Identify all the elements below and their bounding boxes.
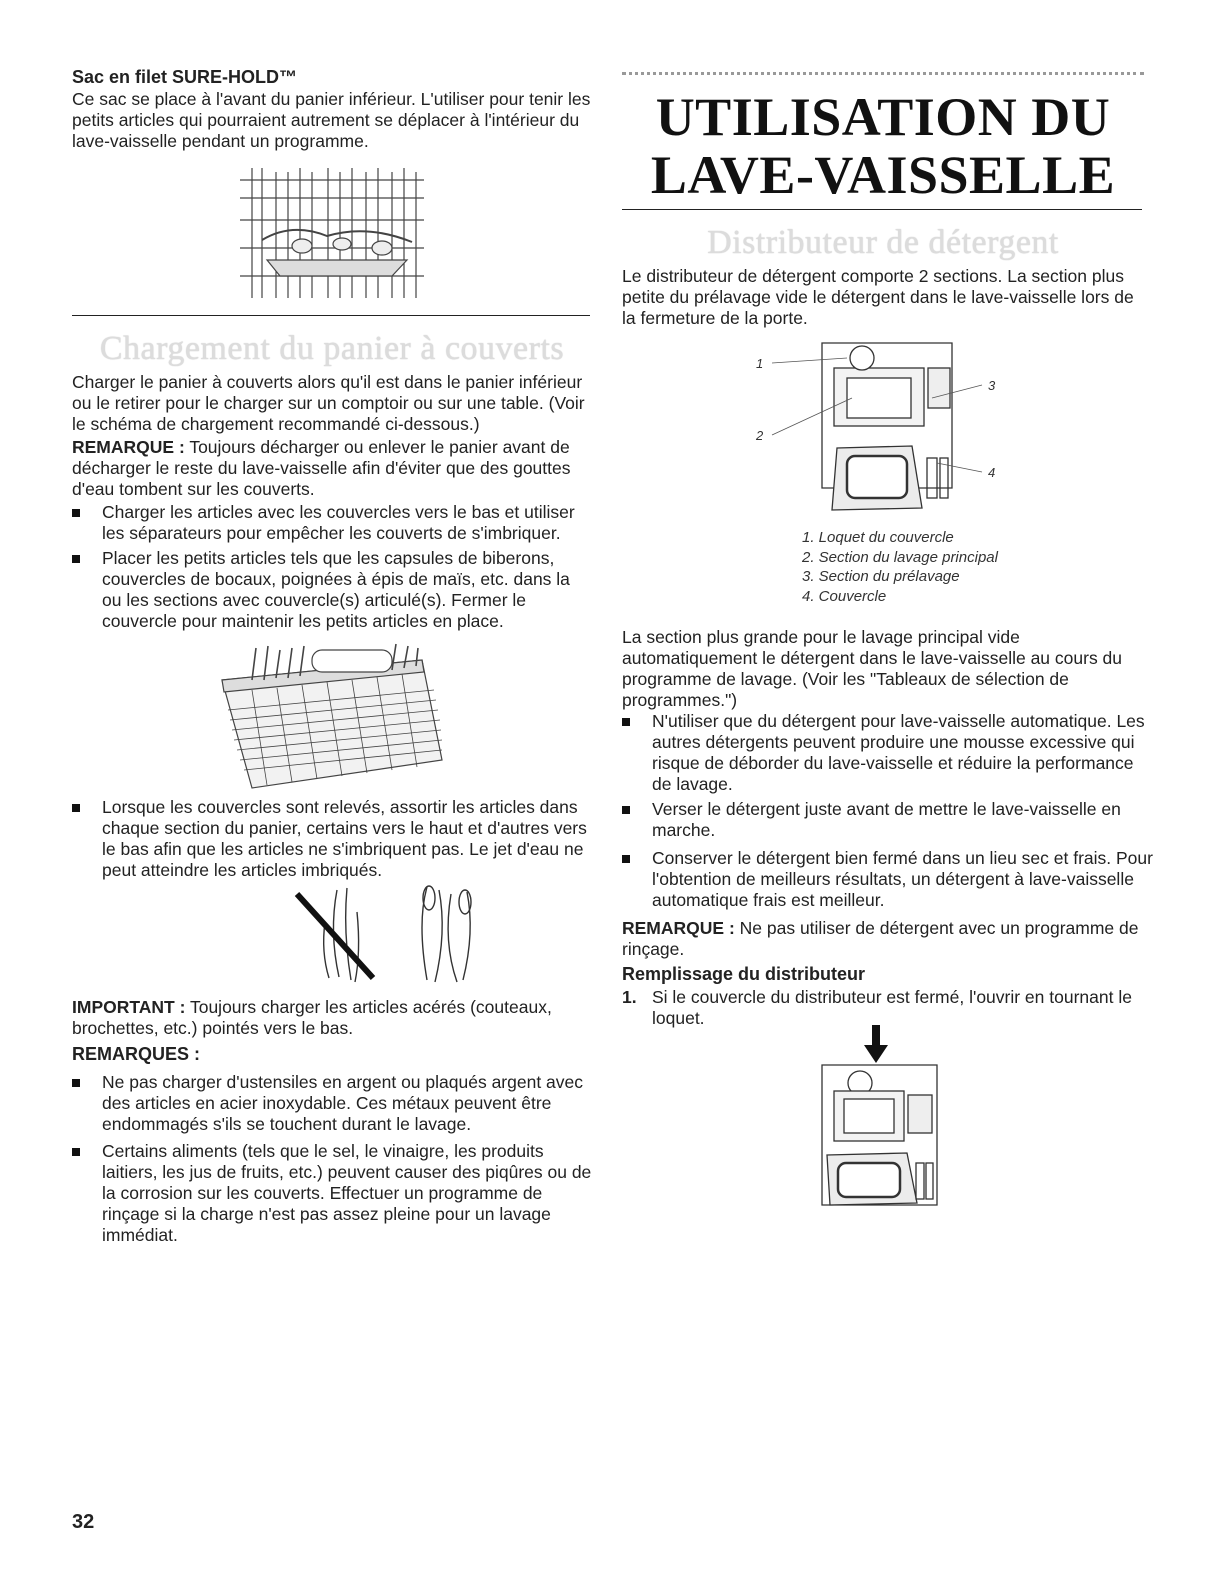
note-label: REMARQUE : [622,918,735,938]
bullet-square [622,855,630,863]
list-item [72,1141,592,1246]
important-text: Toujours charger les articles acérés (couteaux, brochettes, etc.) pointés vers le bas. [72,997,552,1038]
list-item [622,848,1154,911]
list-item [622,711,1154,795]
note-1 [72,437,592,500]
step-number: 1. [622,987,637,1007]
list-item-text: Certains aliments (tels que le sel, le vinaigre, les produits laitiers, les jus de fruits, etc.) peuvent causer des piqûres ou de la corrosion sur les couverts. Effectuer un programme de rinçage si la charge n'est pas assez pleine pour un lavage immédiat. [102,1141,592,1245]
note-label: REMARQUE : [72,437,185,457]
bullet-square [622,806,630,814]
note-text: Ne pas utiliser de détergent avec un programme de rinçage. [622,918,1139,959]
sure-hold-text: Ce sac se place à l'avant du panier inférieur. L'utiliser pour tenir les petits articles qui pourraient autrement se déplacer à l'intérieur du lave-vaisselle pendant un programme. [72,89,591,151]
main-wash-text: La section plus grande pour le lavage principal vide automatiquement le détergent dans le lave-vaisselle au cours du programme de lavage. (Voir les "Tableaux de sélection de programmes.") [622,627,1123,710]
callout-3: 3 [988,378,996,393]
remarks-heading: REMARQUES : [72,1044,201,1064]
down-arrow-icon [864,1025,888,1063]
step-text: Si le couvercle du distributeur est fermé, l'ouvrir en tournant le loquet. [652,987,1132,1028]
page-number: 32 [72,1511,95,1533]
silverware-section-title: Chargement du panier à couverts [99,330,565,367]
list-item-text: Lorsque les couvercles sont relevés, assortir les articles dans chaque section du panier, certains vers le haut et d'autres vers le bas afin que les articles ne s'imbriquent pas. Le jet d'eau ne peut atteindre les articles imbriqués. [102,797,587,880]
bullet-square [72,1148,80,1156]
rinse-note [622,918,1154,960]
divider [622,209,1142,210]
open-dispenser-illustration [812,1025,952,1215]
list-item-text: Ne pas charger d'ustensiles en argent ou plaqués argent avec des articles en acier inoxydable. Ces métaux peuvent être endommagés s'ils se touchent durant le lavage. [102,1072,584,1134]
callout-4: 4 [988,465,996,480]
utensil-orientation-illustration [267,882,497,987]
step-1 [622,987,1154,1029]
list-item [72,548,592,632]
callout-1: 1 [756,356,764,371]
list-item-text: Charger les articles avec les couvercles vers le bas et utiliser les séparateurs pour empêcher les couverts de s'imbriquer. [102,502,575,543]
bullet-square [622,718,630,726]
list-item [72,1072,592,1135]
silverware-basket-illustration [212,640,452,790]
list-item [72,797,592,881]
list-item-text: Conserver le détergent bien fermé dans un lieu sec et frais. Pour l'obtention de meilleurs résultats, un détergent à lave-vaisselle automatique frais est meilleur. [652,848,1153,910]
caption-2: 2. Section du lavage principal [802,548,998,566]
net-bag-illustration [232,168,432,303]
list-item-text: Placer les petits articles tels que les capsules de biberons, couvercles de bocaux, poignées à épis de maïs, etc. dans la ou les sections avec couvercle(s) articulé(s). Fermer le couvercle pour maintenir les petits articles en place. [102,548,570,631]
list-item [72,502,592,544]
main-title [622,88,1144,204]
list-item [622,799,1154,841]
important-label: IMPORTANT : [72,997,186,1017]
caption-3: 3. Section du prélavage [802,568,960,585]
bullet-square [72,1079,80,1087]
sure-hold-heading: Sac en filet SURE-HOLD™ [72,67,298,87]
dispenser-intro: Le distributeur de détergent comporte 2 sections. La section plus petite du prélavage vide le détergent dans le lave-vaisselle lors de la fermeture de la porte. [622,266,1134,328]
divider [72,315,590,316]
list-item-text: N'utiliser que du détergent pour lave-vaisselle automatique. Les autres détergents peuvent produire une mousse excessive qui risque de déborder du lave-vaisselle et réduire la performance de lavage. [652,711,1145,794]
important-note [72,997,592,1039]
dispenser-diagram [752,338,1002,518]
fill-heading: Remplissage du distributeur [622,964,866,984]
list-item-text: Verser le détergent juste avant de mettre le lave-vaisselle en marche. [652,799,1121,840]
header-rule [622,72,1144,75]
bullet-square [72,555,80,563]
silverware-intro: Charger le panier à couverts alors qu'il est dans le panier inférieur ou le retirer pour le charger sur un comptoir ou sur une table. (Voir le schéma de chargement recommandé ci-dessous.) [72,372,585,434]
diagram-captions [802,528,998,606]
main-title-line-2: LAVE-VAISSELLE [650,145,1116,205]
caption-1: 1. Loquet du couvercle [802,529,954,546]
main-title-line-1: UTILISATION DU [655,87,1111,147]
note-text: Toujours décharger ou enlever le panier avant de décharger le reste du lave-vaisselle afin d'éviter que des gouttes d'eau tombent sur les couverts. [72,437,571,499]
bullet-square [72,509,80,517]
caption-4: 4. Couvercle [802,587,887,605]
callout-2: 2 [756,428,764,443]
bullet-square [72,804,80,812]
dispenser-section-title: Distributeur de détergent [707,224,1059,261]
